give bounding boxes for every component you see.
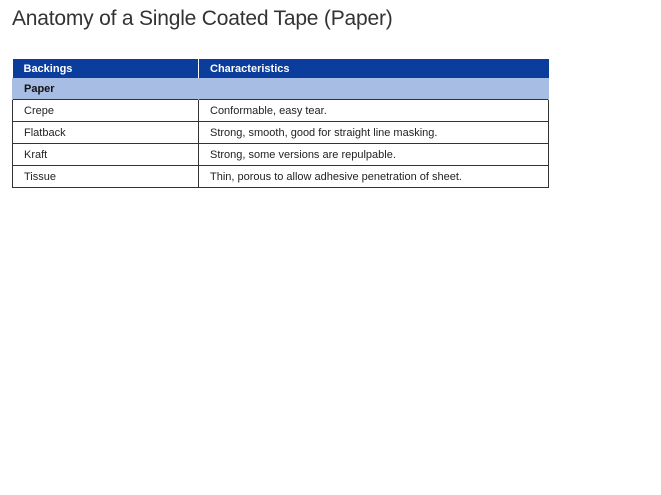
backing-cell: Kraft	[13, 144, 199, 166]
backing-cell: Flatback	[13, 122, 199, 144]
characteristics-cell: Conformable, easy tear.	[199, 100, 549, 122]
backing-cell: Crepe	[13, 100, 199, 122]
characteristics-cell: Strong, some versions are repulpable.	[199, 144, 549, 166]
page-title: Anatomy of a Single Coated Tape (Paper)	[12, 7, 393, 30]
characteristics-cell: Thin, porous to allow adhesive penetration of sheet.	[199, 166, 549, 188]
table-row	[13, 144, 549, 166]
table-header-row	[13, 59, 549, 78]
table-row	[13, 122, 549, 144]
characteristics-cell: Strong, smooth, good for straight line masking.	[199, 122, 549, 144]
table-row	[13, 166, 549, 188]
table-group-row	[13, 78, 549, 100]
backing-cell: Tissue	[13, 166, 199, 188]
backings-table	[12, 59, 549, 188]
group-label-empty	[199, 78, 549, 100]
column-header-backings: Backings	[13, 59, 199, 78]
group-label-paper: Paper	[13, 78, 199, 100]
column-header-characteristics: Characteristics	[199, 59, 549, 78]
table-row	[13, 100, 549, 122]
